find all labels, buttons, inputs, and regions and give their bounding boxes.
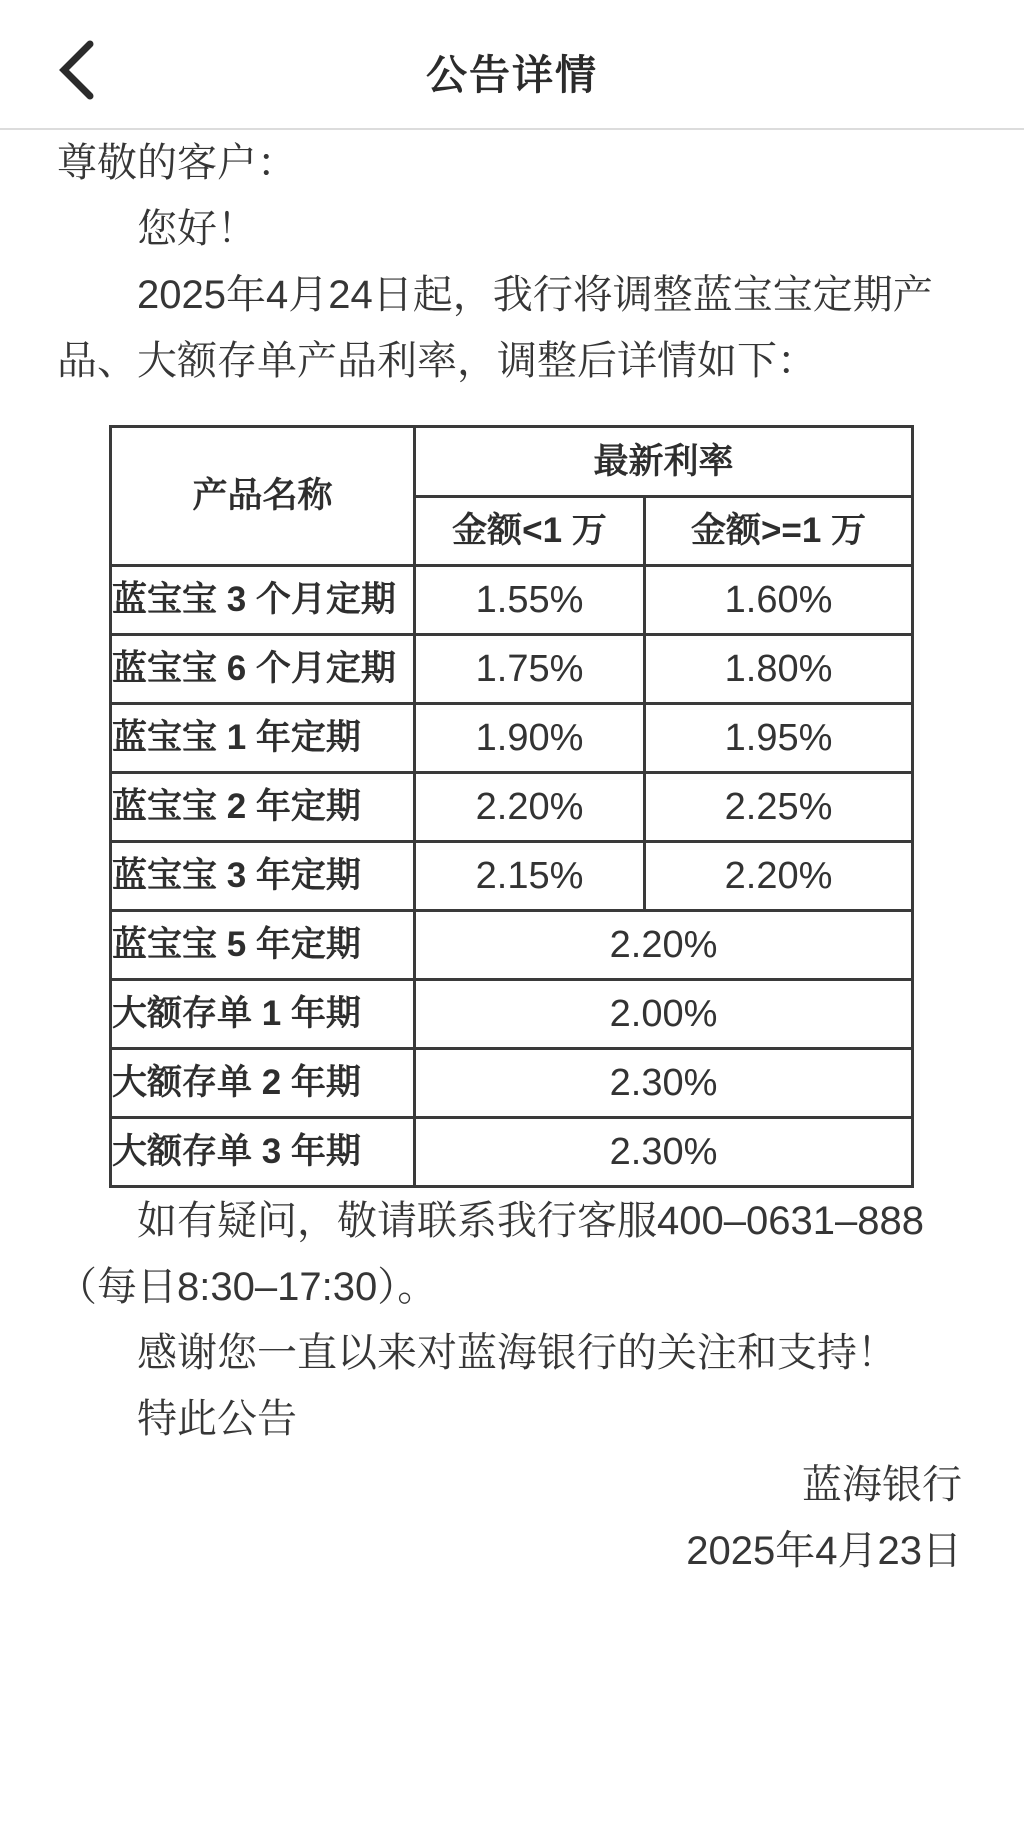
rate-cell: 1.60% bbox=[645, 566, 913, 635]
rate-cell: 1.95% bbox=[645, 704, 913, 773]
rate-cell: 2.20% bbox=[415, 773, 645, 842]
rate-cell-merged: 2.30% bbox=[415, 1049, 913, 1118]
table-row bbox=[111, 566, 913, 635]
product-name-cell: 蓝宝宝 3 年定期 bbox=[111, 842, 415, 911]
rate-cell: 2.25% bbox=[645, 773, 913, 842]
rate-cell: 1.75% bbox=[415, 635, 645, 704]
rate-cell: 1.55% bbox=[415, 566, 645, 635]
table-row bbox=[111, 704, 913, 773]
product-name-cell: 大额存单 3 年期 bbox=[111, 1118, 415, 1187]
product-name-cell: 大额存单 2 年期 bbox=[111, 1049, 415, 1118]
rate-cell: 2.15% bbox=[415, 842, 645, 911]
rate-cell-merged: 2.30% bbox=[415, 1118, 913, 1187]
table-row bbox=[111, 1049, 913, 1118]
column-header-product-name: 产品名称 bbox=[111, 427, 415, 566]
table-row bbox=[111, 980, 913, 1049]
contact-paragraph: 如有疑问，敬请联系我行客服400–0631–888（每日8:30–17:30）。 bbox=[57, 1199, 924, 1309]
product-name-cell: 蓝宝宝 2 年定期 bbox=[111, 773, 415, 842]
rate-cell: 1.80% bbox=[645, 635, 913, 704]
table-row bbox=[111, 773, 913, 842]
signature-bank-name: 蓝海银行 bbox=[802, 1463, 962, 1507]
table-row bbox=[111, 635, 913, 704]
column-header-amount-below-10k: 金额<1 万 bbox=[415, 497, 645, 566]
table-header-row bbox=[111, 427, 913, 497]
rate-cell-merged: 2.20% bbox=[415, 911, 913, 980]
announcement-body bbox=[0, 130, 1024, 1584]
column-header-amount-at-least-10k: 金额>=1 万 bbox=[645, 497, 913, 566]
product-name-cell: 蓝宝宝 1 年定期 bbox=[111, 704, 415, 773]
table-row bbox=[111, 1118, 913, 1187]
navbar bbox=[0, 0, 1024, 130]
greeting-text: 您好！ bbox=[137, 207, 257, 251]
column-header-latest-rate: 最新利率 bbox=[415, 427, 913, 497]
closing-text: 特此公告 bbox=[137, 1397, 297, 1441]
signature-date: 2025年4月23日 bbox=[686, 1529, 962, 1573]
rate-cell: 2.20% bbox=[645, 842, 913, 911]
intro-paragraph: 2025年4月24日起，我行将调整蓝宝宝定期产品、大额存单产品利率，调整后详情如下： bbox=[57, 273, 933, 383]
table-row bbox=[111, 842, 913, 911]
product-name-cell: 蓝宝宝 5 年定期 bbox=[111, 911, 415, 980]
rate-cell: 1.90% bbox=[415, 704, 645, 773]
product-name-cell: 蓝宝宝 3 个月定期 bbox=[111, 566, 415, 635]
product-name-cell: 大额存单 1 年期 bbox=[111, 980, 415, 1049]
page-title: 公告详情 bbox=[426, 52, 598, 98]
product-name-cell: 蓝宝宝 6 个月定期 bbox=[111, 635, 415, 704]
salutation-text: 尊敬的客户： bbox=[57, 141, 297, 185]
rates-table bbox=[109, 425, 914, 1188]
table-row bbox=[111, 911, 913, 980]
rate-cell-merged: 2.00% bbox=[415, 980, 913, 1049]
thanks-paragraph: 感谢您一直以来对蓝海银行的关注和支持！ bbox=[137, 1331, 897, 1375]
